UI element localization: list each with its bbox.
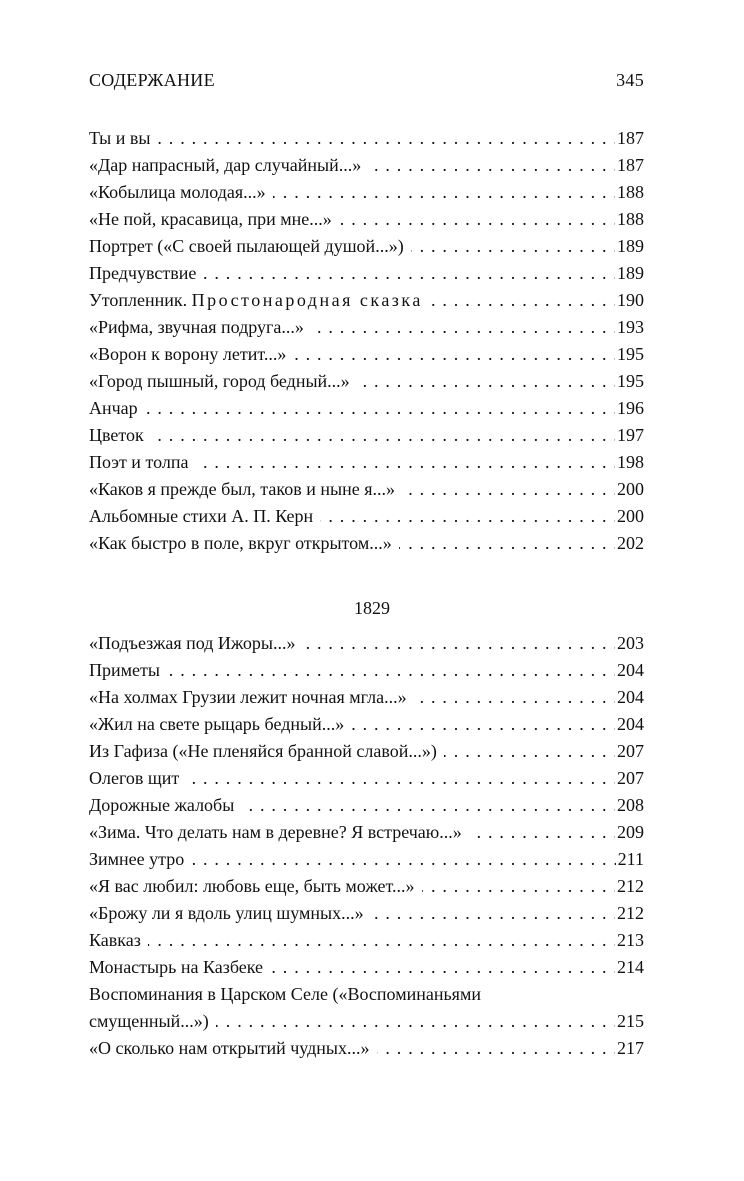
toc-entry[interactable]: Предчувствие 189 . . . — [89, 260, 644, 287]
toc-entry[interactable]: Утопленник. Простонародная сказка 190 . . . — [89, 287, 644, 314]
toc-entry[interactable]: Анчар 196 . . . — [89, 395, 644, 422]
toc-entry[interactable]: Олегов щит 207 . . . — [89, 765, 644, 792]
toc-entry[interactable]: «На холмах Грузии лежит ночная мгла...» 204 . . . — [89, 684, 644, 711]
toc-entry[interactable]: «Не пой, красавица, при мне...» 188 . . . — [89, 206, 644, 233]
toc-section-1 — [89, 125, 644, 557]
toc-entry[interactable]: Приметы 204 . . . — [89, 657, 644, 684]
page-number: 345 — [616, 70, 644, 90]
toc-entry[interactable]: «Кобылица молодая...» 188 . . . — [89, 179, 644, 206]
toc-entry[interactable]: «Зима. Что делать нам в деревне? Я встречаю...» 209 . . . — [89, 819, 644, 846]
toc-entry[interactable]: Поэт и толпа 198 . . . — [89, 449, 644, 476]
toc-entry[interactable]: Из Гафиза («Не пленяйся бранной славой...») 207 . . . — [89, 738, 644, 765]
toc-entry-subtitle: Простонародная сказка — [191, 290, 423, 310]
toc-entry[interactable]: «О сколько нам открытий чудных...» 217 . . . — [89, 1035, 644, 1062]
running-title: СОДЕРЖАНИЕ — [89, 70, 215, 90]
toc-entry[interactable]: «Жил на свете рыцарь бедный...» 204 . . . — [89, 711, 644, 738]
toc-entry[interactable]: «Подъезжая под Ижоры...» 203 . . . — [89, 630, 644, 657]
toc-entry[interactable]: Дорожные жалобы 208 . . . — [89, 792, 644, 819]
toc-entry[interactable]: «Брожу ли я вдоль улиц шумных...» 212 . . . — [89, 900, 644, 927]
toc-entry[interactable]: Зимнее утро 211 . . . — [89, 846, 644, 873]
toc-entry[interactable]: Альбомные стихи А. П. Керн 200 . . . — [89, 503, 644, 530]
toc-section-2 — [89, 630, 644, 1062]
toc-entry[interactable]: «Как быстро в поле, вкруг открытом...» 202 . . . — [89, 530, 644, 557]
toc-entry[interactable]: Кавказ 213 . . . — [89, 927, 644, 954]
toc-entry[interactable]: Ты и вы 187 . . . — [89, 125, 644, 152]
running-header — [89, 70, 644, 91]
toc-entry[interactable]: Монастырь на Казбеке 214 . . . — [89, 954, 644, 981]
section-year-heading: 1829 — [354, 598, 390, 618]
toc-entry[interactable]: Воспоминания в Царском Селе («Воспоминаньями смущенный...») 215 . . . — [89, 981, 644, 1035]
toc-entry[interactable]: «Дар напрасный, дар случайный...» 187 . . . — [89, 152, 644, 179]
toc-entry[interactable]: «Ворон к ворону летит...» 195 . . . — [89, 341, 644, 368]
toc-entry[interactable]: «Рифма, звучная подруга...» 193 . . . — [89, 314, 644, 341]
toc-entry[interactable]: Цветок 197 . . . — [89, 422, 644, 449]
toc-entry[interactable]: «Город пышный, город бедный...» 195 . . . — [89, 368, 644, 395]
toc-entry[interactable]: «Я вас любил: любовь еще, быть может...» 212 . . . — [89, 873, 644, 900]
toc-entry[interactable]: «Каков я прежде был, таков и ныне я...» 200 . . . — [89, 476, 644, 503]
toc-entry[interactable]: Портрет («С своей пылающей душой...») 189 . . . — [89, 233, 644, 260]
